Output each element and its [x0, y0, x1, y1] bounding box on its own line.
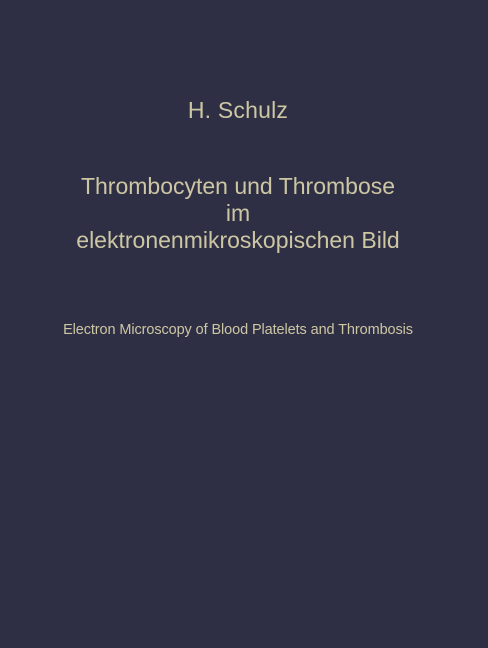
title-line-2: im [225, 200, 251, 226]
author-name: H. Schulz [187, 97, 289, 123]
book-subtitle: Electron Microscopy of Blood Platelets and Thrombosis [63, 322, 413, 338]
book-title [0, 173, 476, 254]
title-line-1: Thrombocyten und Thrombose [80, 173, 396, 199]
title-line-3: elektronenmikroskopischen Bild [76, 227, 400, 253]
